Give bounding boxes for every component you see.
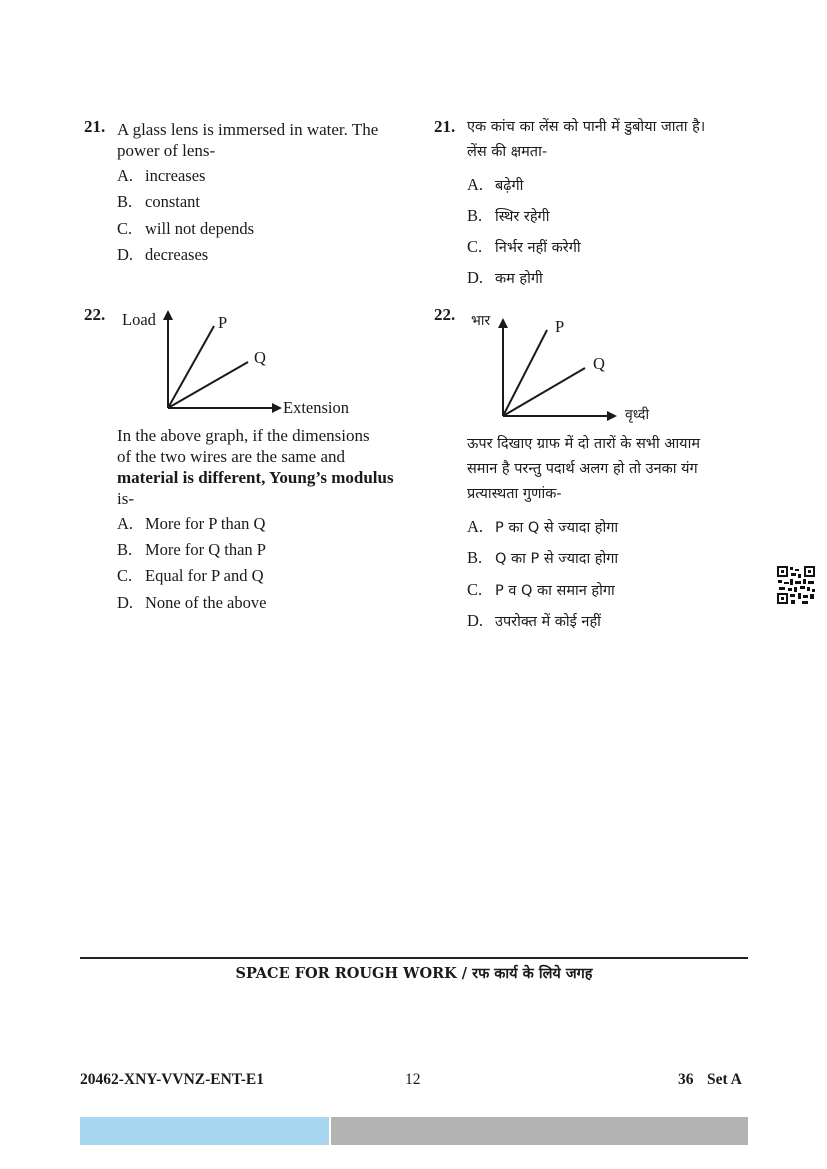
line-q-label: Q <box>593 354 605 373</box>
option-c: C. Equal for P and Q <box>117 566 264 585</box>
qr-code-icon <box>776 565 816 605</box>
question-text-line: In the above graph, if the dimensions <box>117 426 370 445</box>
option-a: A. More for P than Q <box>117 514 266 533</box>
option-c: C. निर्भर नहीं करेगी <box>467 237 581 256</box>
question-text-line: A glass lens is immersed in water. The <box>117 120 379 139</box>
option-b: B. Q का P से ज्यादा होगा <box>467 548 619 567</box>
option-a: A. बढ़ेगी <box>467 175 524 194</box>
option-a: A. increases <box>117 166 206 185</box>
question-text-line: of the two wires are the same and <box>117 447 345 466</box>
y-axis-arrow <box>163 310 173 320</box>
question-number: 21. <box>434 117 456 136</box>
option-c: C. will not depends <box>117 219 255 238</box>
question-text-line: is- <box>117 489 134 508</box>
question-text-line: ऊपर दिखाए ग्राफ में दो तारों के सभी आयाम <box>467 436 700 452</box>
question-text-line: लेंस की क्षमता- <box>467 144 548 160</box>
question-text-hindi <box>467 115 705 165</box>
question-text-line: एक कांच का लेंस को पानी में डुबोया जाता है। <box>467 119 706 135</box>
x-axis-label: Extension <box>283 398 349 417</box>
rough-work-heading: SPACE FOR ROUGH WORK / रफ कार्य के लिये जगह <box>235 965 593 982</box>
x-axis-arrow <box>607 411 617 421</box>
paper-code: 20462-XNY-VVNZ-ENT-E1 <box>80 1071 265 1088</box>
question-number: 22. <box>84 305 106 324</box>
y-axis-arrow <box>498 318 508 328</box>
option-b: B. स्थिर रहेगी <box>467 206 550 225</box>
question-text-line: समान है परन्तु पदार्थ अलग हो तो उनका यंग <box>467 461 698 477</box>
y-axis-label: Load <box>122 310 156 329</box>
line-p-label: P <box>218 313 228 332</box>
option-d: D. कम होगी <box>467 268 543 287</box>
footer-bar-blue <box>80 1117 329 1145</box>
footer-bar-gray <box>331 1117 748 1145</box>
question-number: 21. <box>84 117 106 136</box>
line-q-label: Q <box>254 348 266 367</box>
question-text-line-bold: material is different, Young’s modulus <box>117 468 394 487</box>
qr-code-graphic <box>776 565 816 605</box>
question-text-hindi <box>467 432 700 507</box>
set-number: 36 <box>678 1071 694 1088</box>
option-d: D. None of the above <box>117 593 267 612</box>
page-number: 12 <box>405 1071 421 1088</box>
question-text-line: प्रत्यास्थता गुणांक- <box>467 486 562 502</box>
question-text <box>117 425 394 509</box>
y-axis-label: भार <box>471 313 491 329</box>
option-a: A. P का Q से ज्यादा होगा <box>467 517 619 536</box>
x-axis-label: वृध्दी <box>625 407 650 423</box>
option-b: B. constant <box>117 192 200 211</box>
option-d: D. decreases <box>117 245 209 264</box>
option-b: B. More for Q than P <box>117 540 266 559</box>
question-text <box>117 119 378 161</box>
option-d: D. उपरोक्त में कोई नहीं <box>467 611 601 630</box>
question-number: 22. <box>434 305 456 324</box>
line-p-label: P <box>555 317 565 336</box>
set-label: Set A <box>707 1071 742 1088</box>
section-divider <box>80 957 748 959</box>
x-axis-arrow <box>272 403 282 413</box>
question-text-line: power of lens- <box>117 141 216 160</box>
option-c: C. P व Q का समान होगा <box>467 580 615 599</box>
